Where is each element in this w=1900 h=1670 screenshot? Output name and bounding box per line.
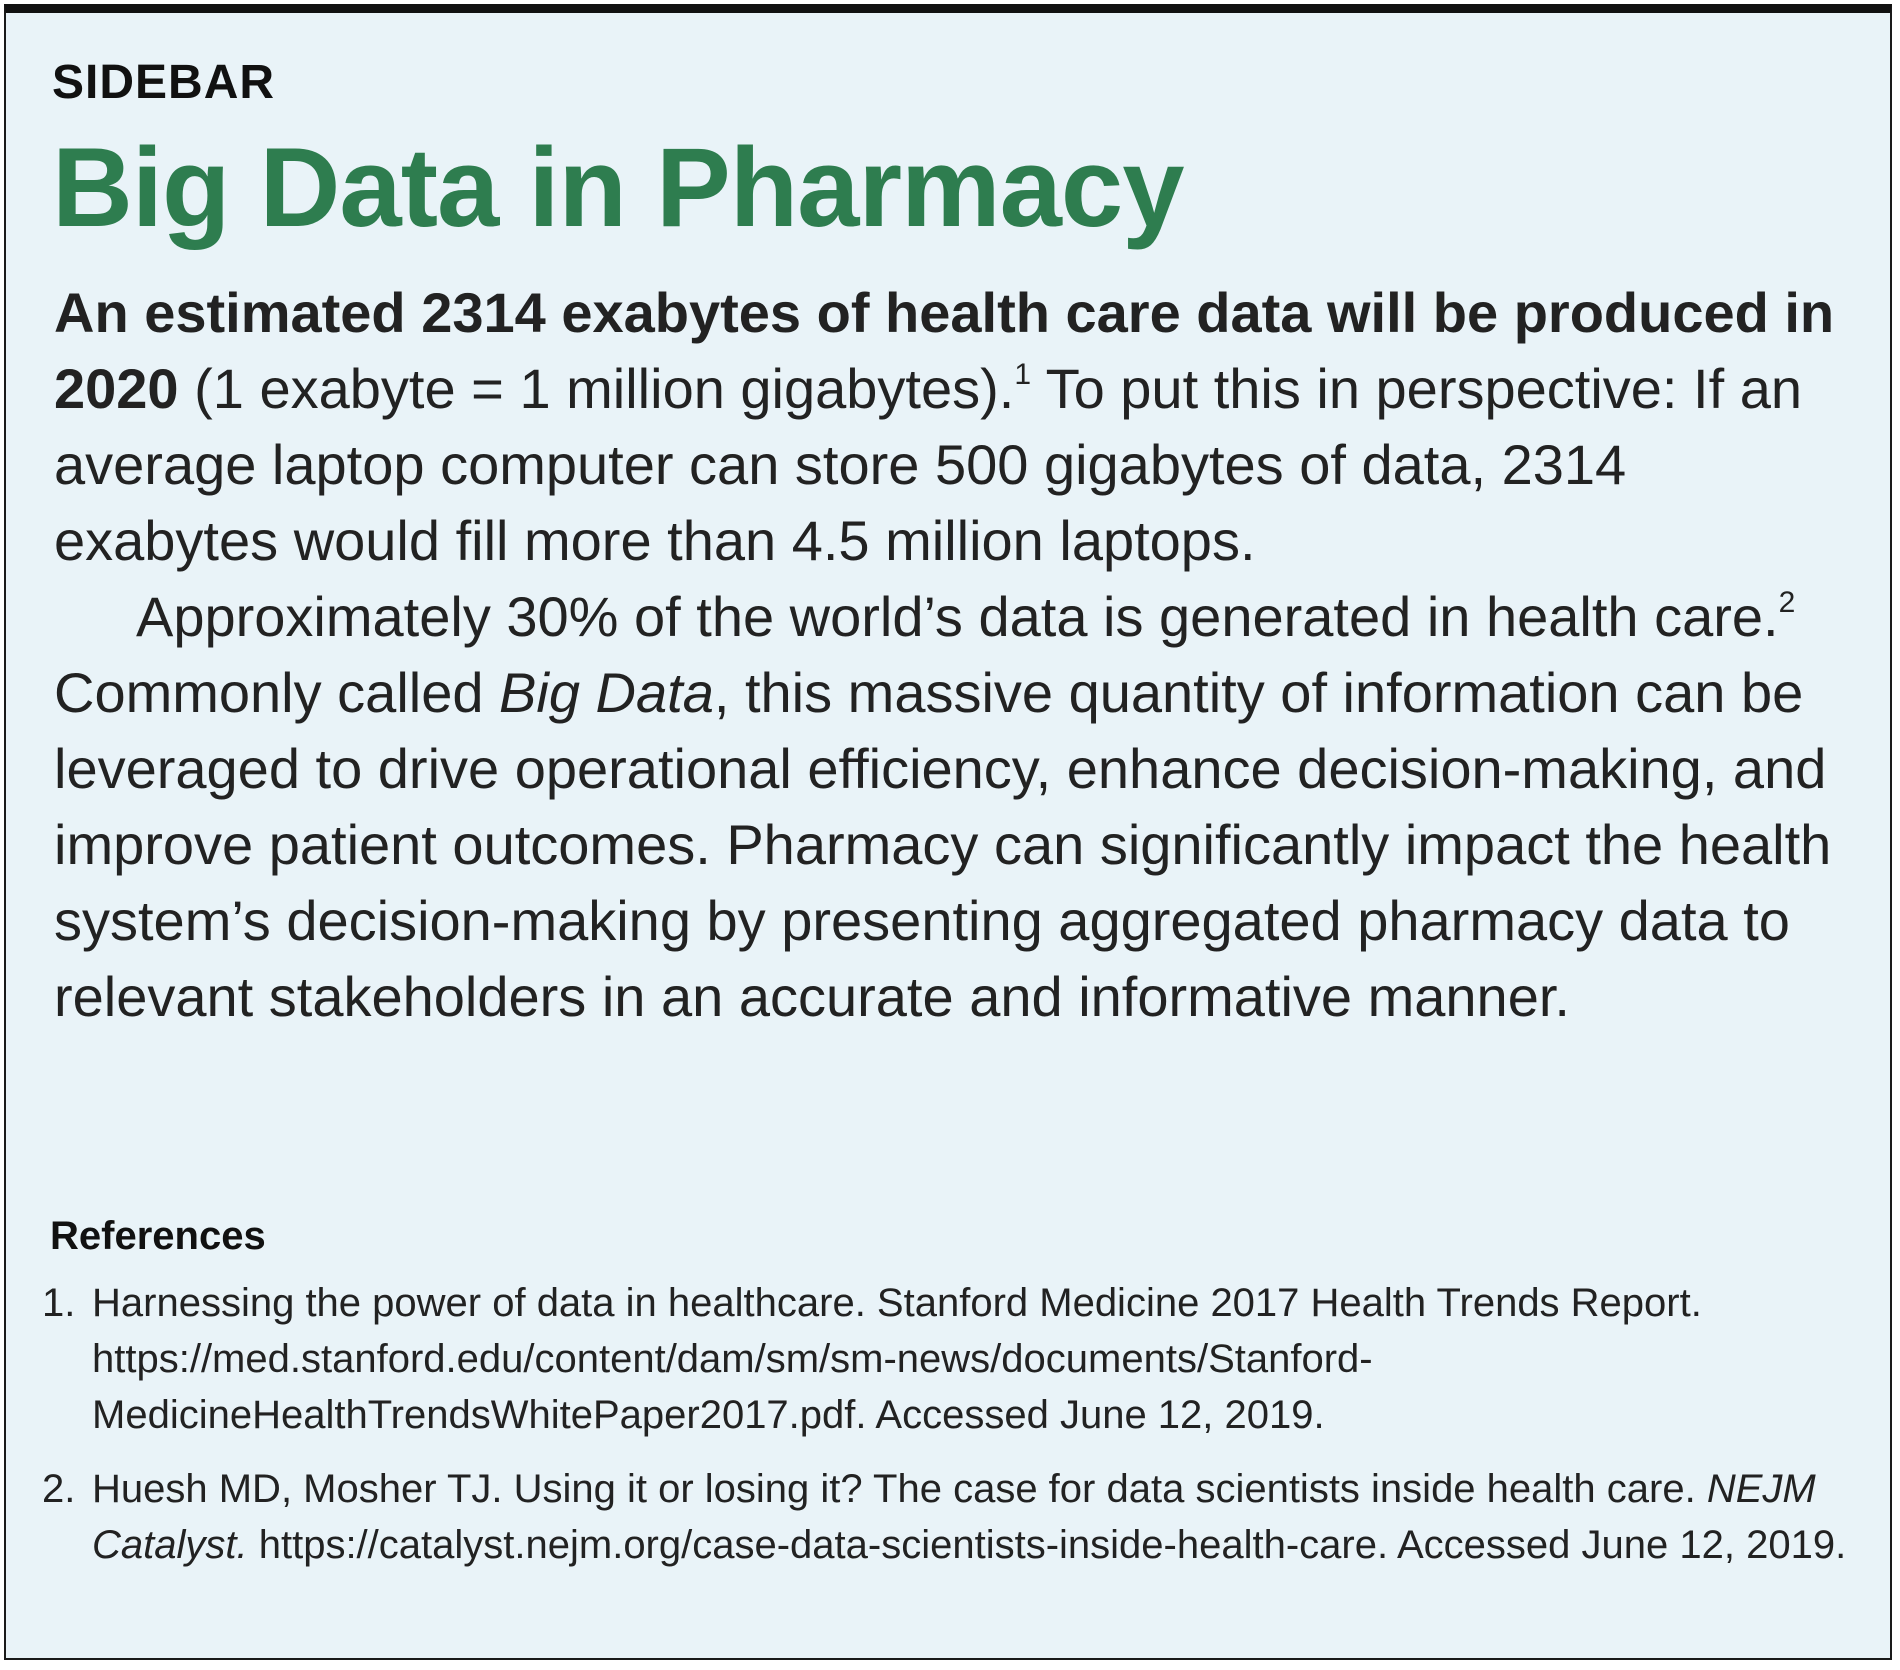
citation-1: 1 bbox=[1014, 358, 1032, 392]
paragraph-1-lead: An estimated 2314 exabytes of health care data will be produced in 2020 bbox=[54, 281, 1835, 420]
reference-text-b: https://catalyst.nejm.org/case-data-scientists-inside-health-care. Accessed June 12, 2019. bbox=[247, 1523, 1847, 1567]
references-list bbox=[42, 1275, 1862, 1591]
paragraph-2-text-a: Approximately 30% of the world’s data is generated in health care. bbox=[136, 585, 1779, 648]
references-heading: References bbox=[50, 1214, 266, 1258]
paragraph-1-text-a: (1 exabyte = 1 million gigabytes). bbox=[178, 357, 1015, 420]
paragraph-1 bbox=[54, 275, 1844, 579]
sidebar-box bbox=[4, 4, 1892, 1660]
paragraph-2-text-b: Commonly called bbox=[54, 661, 500, 724]
reference-item bbox=[42, 1461, 1862, 1573]
reference-text-a: Huesh MD, Mosher TJ. Using it or losing it? The case for data scientists inside health care. bbox=[92, 1467, 1707, 1511]
citation-2: 2 bbox=[1778, 586, 1796, 620]
reference-number: 2. bbox=[42, 1467, 76, 1511]
sidebar-body bbox=[54, 275, 1844, 1035]
paragraph-2 bbox=[54, 579, 1844, 1035]
sidebar-label: SIDEBAR bbox=[52, 56, 276, 109]
reference-item bbox=[42, 1275, 1862, 1443]
paragraph-2-text-c: , this massive quantity of information can be leveraged to drive operational efficiency, enhance decision-making, and improve patient outcomes. Pharmacy can significantly impact the health system’s decision-making by presenting aggregated pharmacy data to relevant stakeholders in an accurate and informative manner. bbox=[54, 661, 1832, 1028]
reference-number: 1. bbox=[42, 1281, 76, 1325]
reference-text: Harnessing the power of data in healthcare. Stanford Medicine 2017 Health Trends Report. https://med.stanford.edu/content/dam/sm/sm-news/documents/Stanford-MedicineHealthTrendsWhitePaper2017.pdf. Accessed June 12, 2019. bbox=[92, 1281, 1702, 1437]
paragraph-1-text-b: To put this in perspective: If an average laptop computer can store 500 gigabytes of data, 2314 exabytes would fill more than 4.5 million laptops. bbox=[54, 357, 1802, 572]
paragraph-2-italic: Big Data bbox=[499, 661, 714, 724]
sidebar-title: Big Data in Pharmacy bbox=[52, 125, 1184, 250]
reference-journal: NEJM Catalyst. bbox=[92, 1467, 1816, 1567]
